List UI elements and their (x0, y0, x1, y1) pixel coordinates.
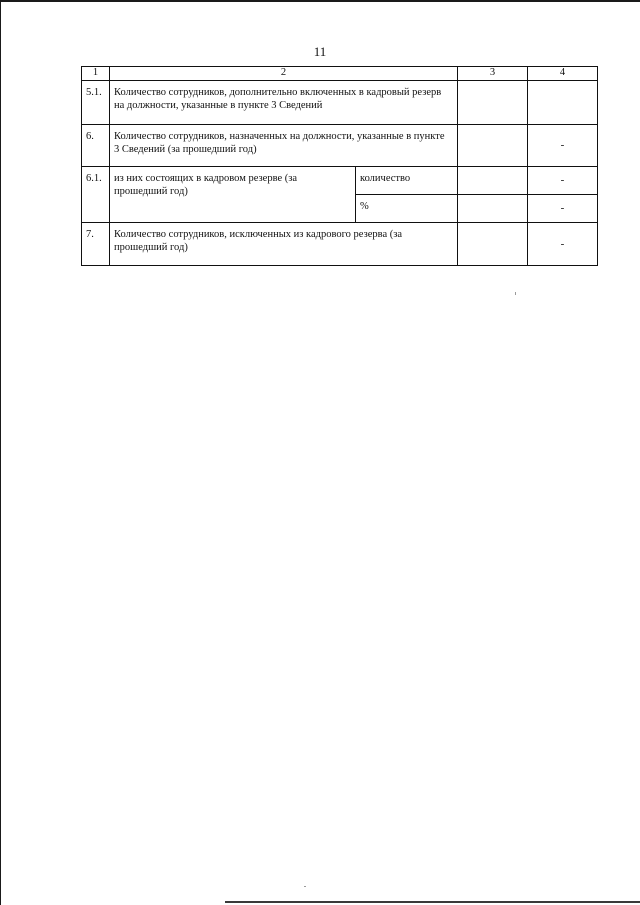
row-description: Количество сотрудников, исключенных из кадрового резерва (за прошедший год) (110, 223, 458, 266)
row-value-col-4: - (528, 223, 598, 266)
table-row-7 (82, 223, 598, 266)
row-description: Количество сотрудников, дополнительно включенных в кадровый резерв на должности, указанные в пункте 3 Сведений (110, 81, 458, 125)
scan-speck (515, 292, 516, 295)
table-row-5-1 (82, 81, 598, 125)
row-value-col-4: - (528, 125, 598, 167)
subrow-count-col-4: - (528, 167, 598, 195)
scan-speck (304, 886, 306, 887)
table-header-row (82, 67, 598, 81)
row-value-col-4 (528, 81, 598, 125)
subrow-label-percent: % (356, 195, 458, 223)
row-number: 6.1. (82, 167, 110, 223)
row-description: из них состоящих в кадровом резерве (за прошедший год) (110, 167, 356, 223)
row-value-col-3 (458, 223, 528, 266)
row-number: 5.1. (82, 81, 110, 125)
row-value-col-3 (458, 81, 528, 125)
report-table (81, 66, 598, 266)
table-row-6 (82, 125, 598, 167)
row-value-col-3 (458, 125, 528, 167)
page-number: 11 (313, 44, 327, 59)
header-col-2: 2 (110, 67, 458, 81)
subrow-count-col-3 (458, 167, 528, 195)
scan-bottom-edge (225, 901, 640, 903)
subrow-label-count: количество (356, 167, 458, 195)
row-description: Количество сотрудников, назначенных на должности, указанные в пункте 3 Сведений (за прошедший год) (110, 125, 458, 167)
scan-left-edge (0, 0, 1, 905)
table-row-6-1-count (82, 167, 598, 195)
row-number: 6. (82, 125, 110, 167)
header-col-1: 1 (82, 67, 110, 81)
subrow-percent-col-3 (458, 195, 528, 223)
row-number: 7. (82, 223, 110, 266)
scan-top-edge (0, 0, 640, 2)
header-col-4: 4 (528, 67, 598, 81)
header-col-3: 3 (458, 67, 528, 81)
subrow-percent-col-4: - (528, 195, 598, 223)
